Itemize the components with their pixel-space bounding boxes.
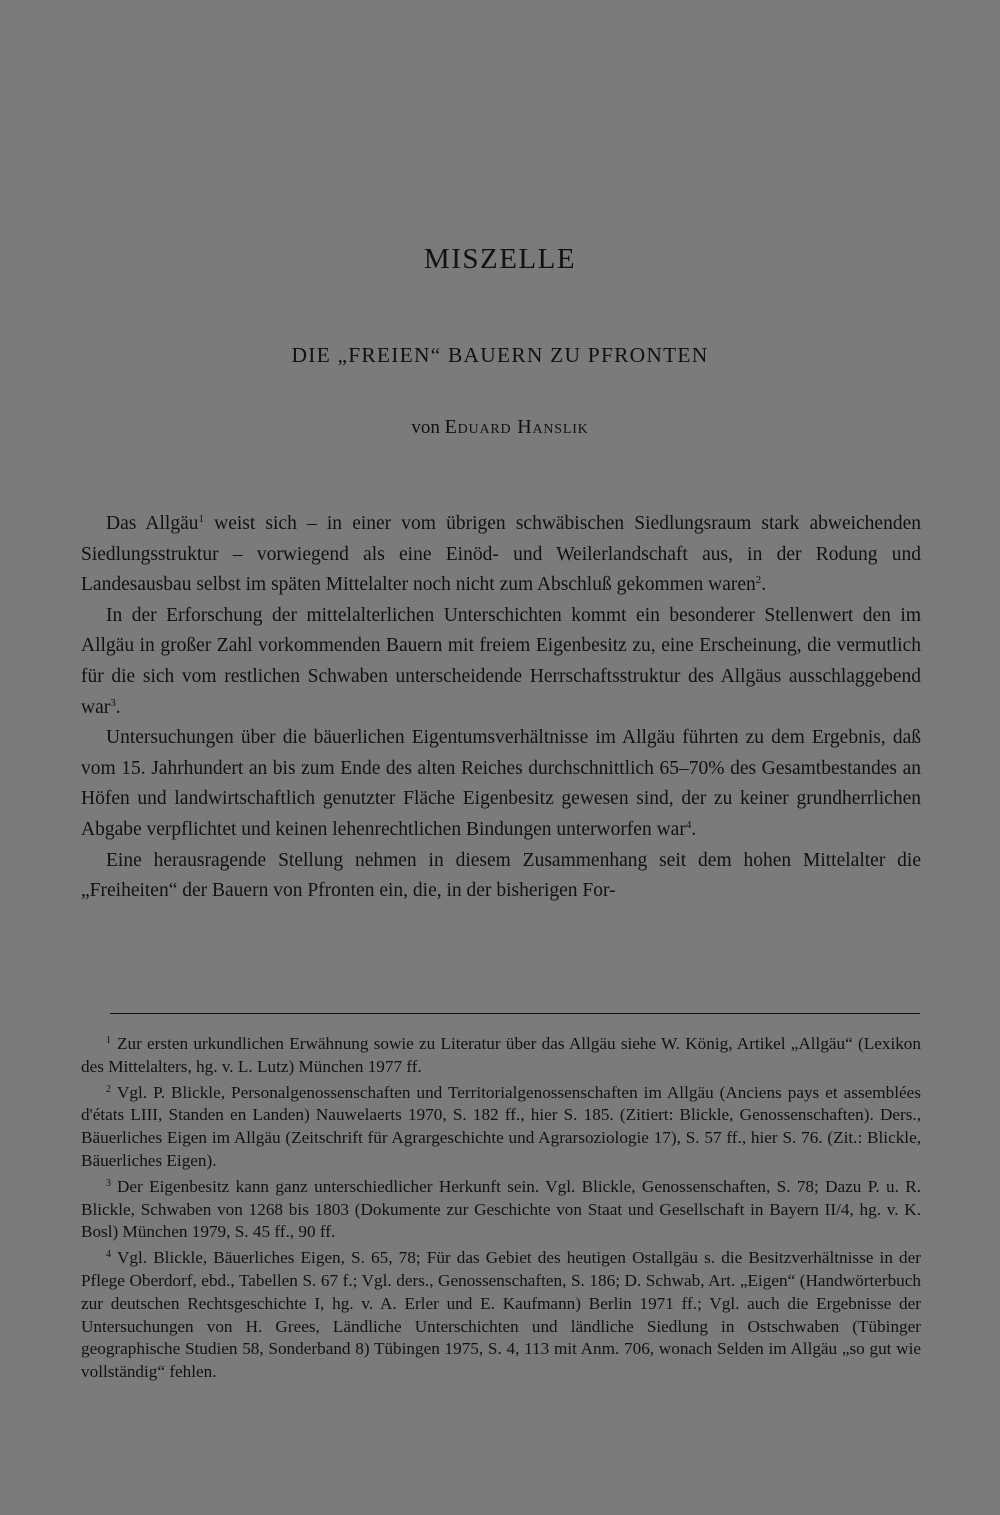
footnote <box>81 1173 921 1244</box>
paragraph-text: Das Allgäu <box>106 513 199 534</box>
footnote-number: 1 <box>106 1035 111 1046</box>
paragraph-text: Eine herausragende Stellung nehmen in diesem Zusammenhang seit dem hohen Mittelalter die „Freiheiten“ der Bauern von Pfronten ein, die, in der bisherigen For- <box>81 849 921 902</box>
paragraph <box>81 846 921 907</box>
footnote-number: 3 <box>106 1177 111 1189</box>
paragraph <box>81 723 921 845</box>
paragraph <box>81 601 921 723</box>
article-title: DIE „FREIEN“ BAUERN ZU PFRONTEN <box>291 343 709 367</box>
byline <box>0 416 1000 439</box>
paragraph-text: Untersuchungen über die bäuerlichen Eigentumsverhältnisse im Allgäu führten zu dem Ergebnis, daß vom 15. Jahrhundert an bis zum Ende des alten Reiches durchschnittlich 65–70% des Gesamtbestandes an Höfen und landwirtschaftlich genutzter Fläche Eigenbesitz gewesen sind, der zu keiner grundherrlichen Abgabe verpflichtet und keinen lehenrechtlichen Bindungen unterworfen war <box>81 727 921 840</box>
paragraph-text: In der Erforschung der mittelalterlichen Unterschichten kommt ein besonderer Stellenwert den im Allgäu in großer Zahl vorkommenden Bauern mit freiem Eigenbesitz zu, eine Erscheinung, die vermutlich für die sich vom restlichen Schwaben unterscheidende Herrschaftsstruktur des Allgäus ausschlaggebend war <box>81 604 921 718</box>
footnote-text: Zur ersten urkundlichen Erwähnung sowie zu Literatur über das Allgäu siehe W. König, Artikel „Allgäu“ (Lexikon des Mittelalters, hg. v. L. Lutz) München 1977 ff. <box>81 1034 921 1076</box>
footnote <box>81 1079 921 1173</box>
body-text <box>81 509 921 907</box>
footnotes <box>81 1030 921 1384</box>
section-heading: MISZELLE <box>423 243 577 275</box>
footnote-text: Vgl. Blickle, Bäuerliches Eigen, S. 65, 78; Für das Gebiet des heutigen Ostallgäu s. die Besitzverhältnisse in der Pflege Oberdorf, ebd., Tabellen S. 67 f.; Vgl. ders., Genossenschaften, S. 186; D. Schwab, Art. „Eigen“ (Handwörterbuch zur deutschen Rechtsgeschichte I, hg. v. A. Erler und E. Kaufmann) Berlin 1971 ff.; Vgl. auch die Ergebnisse der Untersuchungen von H. Grees, Ländliche Unterschichten und ländliche Siedlung in Ostschwaben (Tübinger geographische Studien 58, Sonderband 8) Tübingen 1975, S. 4, 113 mit Anm. 706, wonach Selden im Allgäu „so gut wie vollständig“ fehlen. <box>81 1248 921 1382</box>
footnote-ref: 1 <box>198 513 204 525</box>
footnote-text: Vgl. P. Blickle, Personalgenossenschaften und Territorialgenossenschaften im Allgäu (Anciens pays et assemblées d'états LIII, Standen en Landen) Nauwelaerts 1970, S. 182 ff., hier S. 185. (Zitiert: Blickle, Genossenschaften). Ders., Bäuerliches Eigen im Allgäu (Zeitschrift für Agrargeschichte und Agrarsoziologie 17), S. 57 ff., hier S. 76. (Zit.: Blickle, Bäuerliches Eigen). <box>81 1082 921 1170</box>
footnote <box>81 1030 921 1079</box>
footnote-number: 2 <box>106 1083 111 1095</box>
paragraph-text: . <box>691 818 697 840</box>
paragraph-text: weist sich – in einer vom übrigen schwäbischen Siedlungsraum stark abweichenden Siedlungsstruktur – vorwiegend als eine Einöd- und Weilerlandschaft aus, in der Rodung und Landesausbau selbst im späten Mittelalter noch nicht zum Abschluß gekommen waren <box>81 513 921 596</box>
footnote-divider <box>110 1013 920 1014</box>
footnote-number: 4 <box>106 1249 111 1261</box>
footnote-ref: 3 <box>110 696 116 709</box>
footnote-ref: 4 <box>685 818 692 831</box>
paragraph-text: . <box>115 696 121 718</box>
footnote-text: Der Eigenbesitz kann ganz unterschiedlicher Herkunft sein. Vgl. Blickle, Genossenschaften, S. 78; Dazu P. u. R. Blickle, Schwaben von 1268 bis 1803 (Dokumente zur Geschichte von Staat und Gesellschaft in Bayern II/4, hg. v. K. Bosl) München 1979, S. 45 ff., 90 ff. <box>81 1176 921 1242</box>
author-name: Eduard Hanslik <box>444 416 589 438</box>
paragraph <box>81 509 921 601</box>
paragraph-text: . <box>761 574 767 596</box>
byline-prefix: von <box>411 417 440 438</box>
footnote <box>81 1244 921 1384</box>
footnote-ref: 2 <box>755 574 762 587</box>
